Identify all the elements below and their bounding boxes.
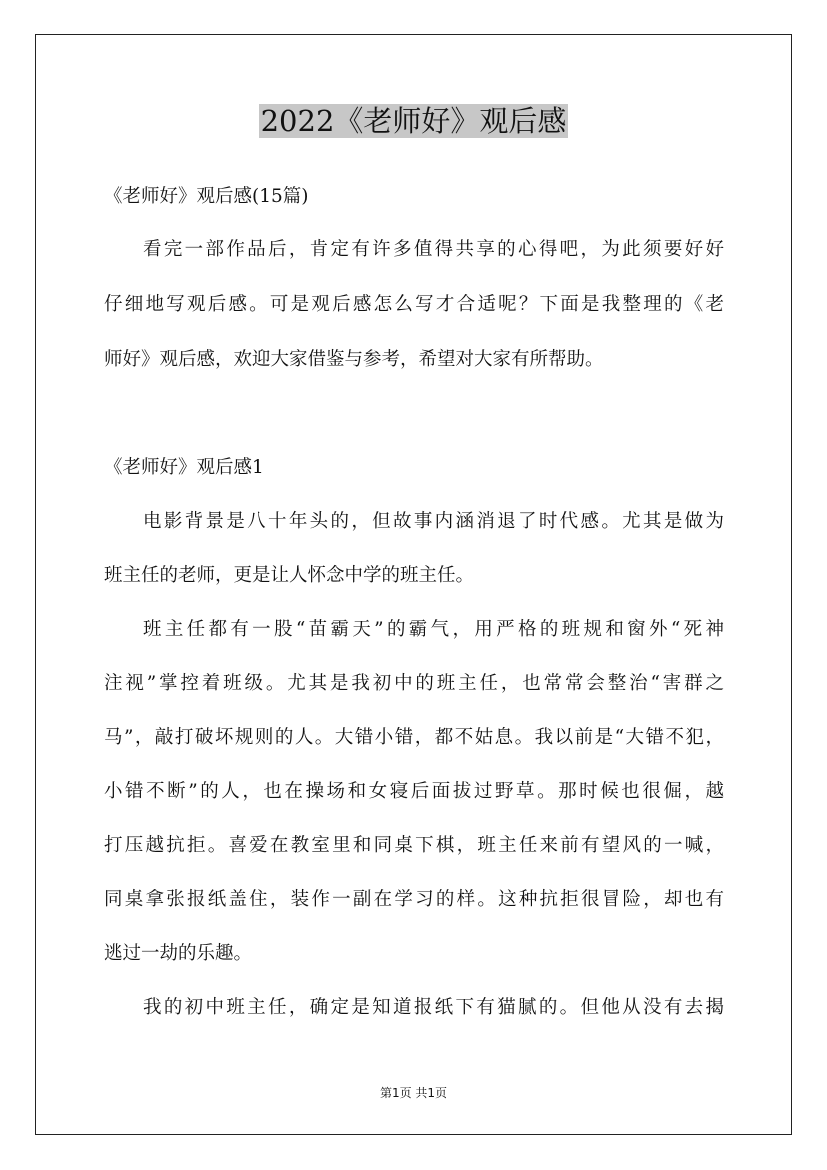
intro-line: 看完一部作品后，肯定有许多值得共享的心得吧，为此须要好好 bbox=[143, 239, 724, 260]
document-title: 2022《老师好》观后感 bbox=[260, 104, 567, 138]
paragraph-line: 小错不断”的人，也在操场和女寝后面拔过野草。那时候也很倔，越 bbox=[104, 781, 724, 802]
section-heading: 《老师好》观后感1 bbox=[104, 457, 264, 478]
document-title-wrap bbox=[0, 100, 827, 142]
intro-line: 师好》观后感，欢迎大家借鉴与参考，希望对大家有所帮助。 bbox=[104, 349, 604, 370]
paragraph-line: 我的初中班主任，确定是知道报纸下有猫腻的。但他从没有去揭 bbox=[143, 997, 724, 1018]
paragraph-line: 打压越抗拒。喜爱在教室里和同桌下棋，班主任来前有望风的一喊， bbox=[104, 835, 724, 856]
paragraph-line: 班主任的老师，更是让人怀念中学的班主任。 bbox=[104, 565, 475, 586]
paragraph-line: 同桌拿张报纸盖住，装作一副在学习的样。这种抗拒很冒险，却也有 bbox=[104, 889, 724, 910]
paragraph-line: 电影背景是八十年头的，但故事内涵消退了时代感。尤其是做为 bbox=[143, 511, 724, 532]
page-footer: 第1页 共1页 bbox=[379, 1086, 448, 1100]
document-subtitle: 《老师好》观后感(15篇) bbox=[104, 186, 309, 207]
paragraph-line: 注视”掌控着班级。尤其是我初中的班主任，也常常会整治“害群之 bbox=[104, 673, 724, 694]
intro-line: 仔细地写观后感。可是观后感怎么写才合适呢？下面是我整理的《老 bbox=[104, 294, 724, 315]
paragraph-line: 马”，敲打破坏规则的人。大错小错，都不姑息。我以前是“大错不犯， bbox=[104, 727, 724, 748]
paragraph-line: 班主任都有一股“苗霸天”的霸气，用严格的班规和窗外“死神 bbox=[143, 619, 724, 640]
paragraph-line: 逃过一劫的乐趣。 bbox=[104, 943, 253, 964]
